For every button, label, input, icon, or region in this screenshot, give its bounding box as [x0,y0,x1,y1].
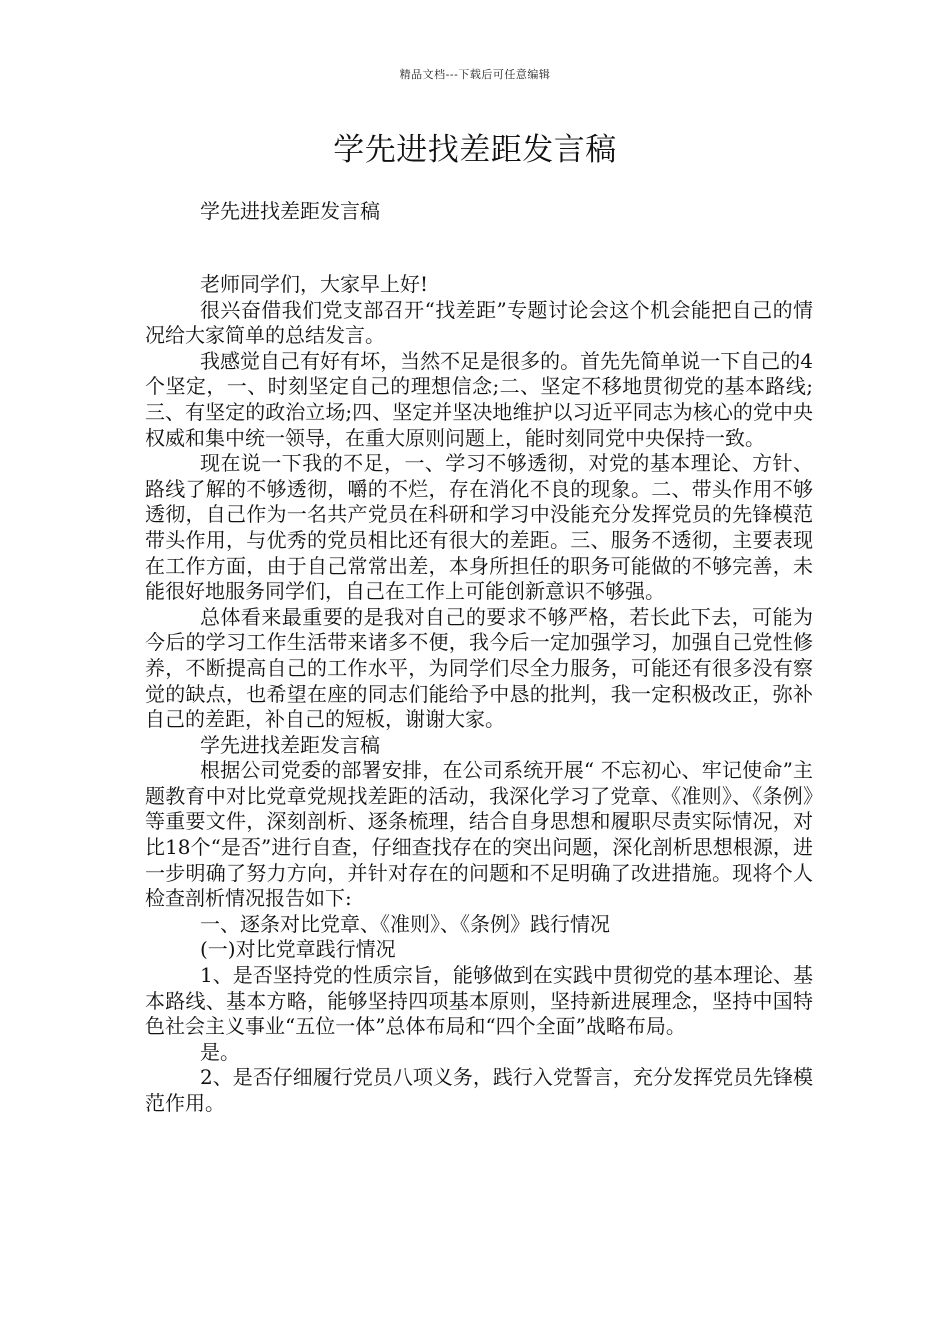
paragraph: 现在说一下我的不足，一、学习不够透彻，对党的基本理论、方针、路线了解的不够透彻，嚼的不烂，存在消化不良的现象。二、带头作用不够透彻，自己作为一名共产党员在科研和学习中没能充分发挥党员的先锋模范带头作用，与优秀的党员相比还有很大的差距。三、服务不透彻，主要表现在工作方面，由于自己常常出差，本身所担任的职务可能做的不够完善，未能很好地服务同学们，自己在工作上可能创新意识不够强。 [145,451,813,604]
subsection-heading: (一)对比党章践行情况 [200,937,396,962]
paragraph: 根据公司党委的部署安排，在公司系统开展“ 不忘初心、牢记使命”主题教育中对比党章党规找差距的活动，我深化学习了党章、《准则》、《条例》等重要文件，深刻剖析、逐条梳理，结合自身思想和履职尽责实际情况，对比18个“是否”进行自查，仔细查找存在的突出问题，深化剖析思想根源，进一步明确了努力方向，并针对存在的问题和不足明确了改进措施。现将个人检查剖析情况报告如下: [145,758,813,911]
paragraph: 我感觉自己有好有坏，当然不足是很多的。首先先简单说一下自己的4个坚定，一、时刻坚定自己的理想信念;二、坚定不移地贯彻党的基本路线;三、有坚定的政治立场;四、坚定并坚决地维护以习近平同志为核心的党中央权威和集中统一领导，在重大原则问题上，能时刻同党中央保持一致。 [145,348,813,450]
paragraph: 1、是否坚持党的性质宗旨，能够做到在实践中贯彻党的基本理论、基本路线、基本方略，能够坚持四项基本原则，坚持新进展理念，坚持中国特色社会主义事业“五位一体”总体布局和“四个全面”战略布局。 [145,963,813,1039]
paragraph: 2、是否仔细履行党员八项义务，践行入党誓言，充分发挥党员先锋模范作用。 [145,1065,813,1115]
document-body [145,272,813,1117]
paragraph-greeting: 老师同学们，大家早上好! [200,272,429,296]
section-heading: 一、逐条对比党章、《准则》、《条例》践行情况 [200,911,610,936]
page-header: 精品文档---下载后可任意编辑 [399,68,551,81]
document-title: 学先进找差距发言稿 [333,132,617,168]
paragraph: 是。 [200,1039,240,1064]
document-subtitle: 学先进找差距发言稿 [200,199,380,223]
paragraph: 总体看来最重要的是我对自己的要求不够严格，若长此下去，可能为今后的学习工作生活带来诸多不便，我今后一定加强学习，加强自己党性修养，不断提高自己的工作水平，为同学们尽全力服务，可能还有很多没有察觉的缺点，也希望在座的同志们能给予中恳的批判，我一定积极改正，弥补自己的差距，补自己的短板，谢谢大家。 [145,604,813,732]
paragraph: 很兴奋借我们党支部召开“找差距”专题讨论会这个机会能把自己的情况给大家简单的总结发言。 [145,297,813,348]
section-heading: 学先进找差距发言稿 [200,732,380,757]
